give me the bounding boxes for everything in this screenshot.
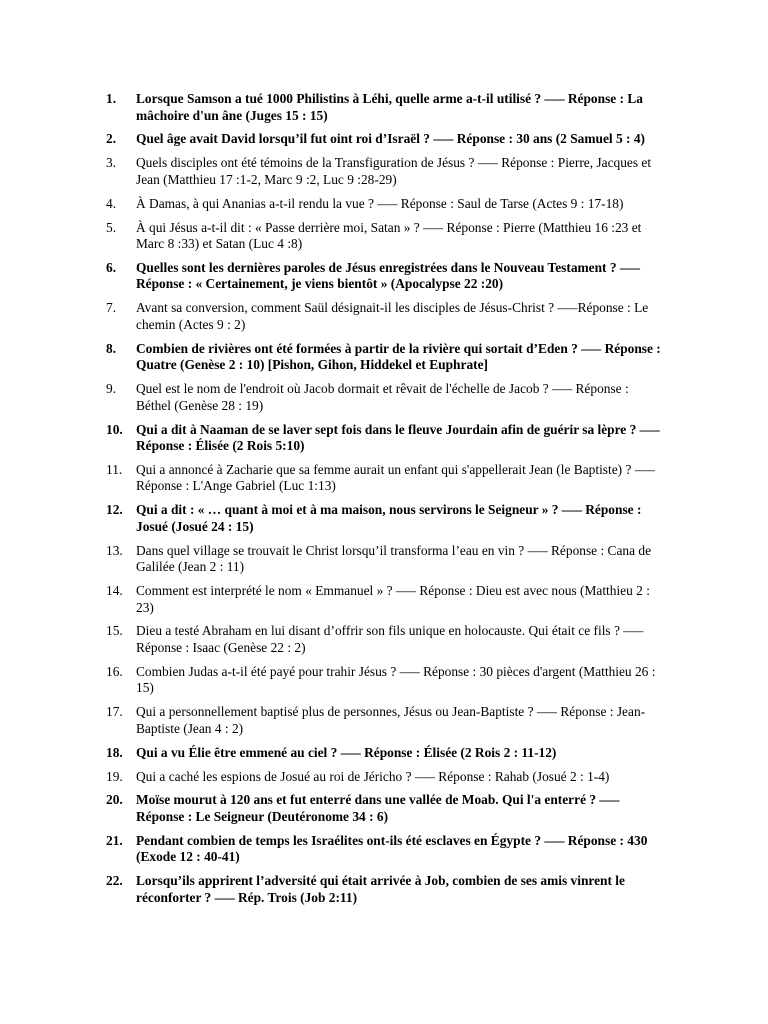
question-text: Quels disciples ont été témoins de la Transfiguration de Jésus ? ––– Réponse : Pierre, Jacques et Jean (Matthieu 17 :1-2, Marc 9 :2, Luc 9 :28-29) <box>136 155 652 187</box>
question-item <box>106 502 666 535</box>
question-text: Dans quel village se trouvait le Christ lorsqu’il transforma l’eau en vin ? ––– Réponse : Cana de Galilée (Jean 2 : 11) <box>136 542 652 575</box>
question-text: Lorsque Samson a tué 1000 Philistins à Léhi, quelle arme a-t-il utilisé ? ––– Réponse : La mâchoire d'un âne (Juges 15 : 15) <box>136 91 644 123</box>
question-text: Quelles sont les dernières paroles de Jésus enregistrées dans le Nouveau Testament ? ––– Réponse : « Certainement, je viens bientôt » (Apocalypse 22 :20) <box>136 259 640 292</box>
question-number: 21. <box>106 832 123 848</box>
question-item <box>106 91 666 124</box>
question-text: Quel âge avait David lorsqu’il fut oint roi d’Israël ? ––– Réponse : 30 ans (2 Samuel 5 : 4) <box>136 131 645 147</box>
question-text: Qui a personnellement baptisé plus de personnes, Jésus ou Jean-Baptiste ? ––– Réponse : Jean-Baptiste (Jean 4 : 2) <box>136 704 646 736</box>
question-item <box>106 260 666 293</box>
question-text: Avant sa conversion, comment Saül désignait-il les disciples de Jésus-Christ ? –––Réponse : Le chemin (Actes 9 : 2) <box>136 300 649 332</box>
question-item <box>106 131 666 148</box>
question-item <box>106 833 666 866</box>
question-item <box>106 381 666 414</box>
question-number: 7. <box>106 300 117 316</box>
question-text: Combien de rivières ont été formées à partir de la rivière qui sortait d’Eden ? ––– Réponse : Quatre (Genèse 2 : 10) [Pishon, Gihon, Hiddekel et Euphrate] <box>136 340 661 373</box>
question-text: Quel est le nom de l'endroit où Jacob dormait et rêvait de l'échelle de Jacob ? ––– Réponse : Béthel (Genèse 28 : 19) <box>136 381 629 413</box>
question-text: Qui a caché les espions de Josué au roi de Jéricho ? ––– Réponse : Rahab (Josué 2 : 1-4) <box>136 768 610 784</box>
question-item <box>106 704 666 737</box>
question-number: 14. <box>106 583 123 599</box>
question-list <box>106 91 666 914</box>
question-item <box>106 196 666 213</box>
question-text: Dieu a testé Abraham en lui disant d’offrir son fils unique en holocauste. Qui était ce fils ? ––– Réponse : Isaac (Genèse 22 : 2) <box>136 623 644 655</box>
question-number: 15. <box>106 623 123 639</box>
question-text: Qui a dit : « … quant à moi et à ma maison, nous servirons le Seigneur » ? ––– Réponse : Josué (Josué 24 : 15) <box>136 502 642 534</box>
question-number: 16. <box>106 663 123 679</box>
question-number: 4. <box>106 195 117 211</box>
question-text: Qui a dit à Naaman de se laver sept fois dans le fleuve Jourdain afin de guérir sa lèpre ? ––– Réponse : Élisée (2 Rois 5:10) <box>136 421 660 454</box>
question-text: À qui Jésus a-t-il dit : « Passe derrière moi, Satan » ? ––– Réponse : Pierre (Matthieu 16 :23 et Marc 8 :33) et Satan (Luc 4 :8) <box>136 219 642 252</box>
question-item <box>106 873 666 906</box>
question-number: 5. <box>106 219 117 235</box>
question-number: 13. <box>106 542 123 558</box>
question-number: 1. <box>106 91 117 106</box>
question-item <box>106 769 666 786</box>
question-number: 11. <box>106 461 123 477</box>
question-item <box>106 462 666 495</box>
question-item <box>106 155 666 188</box>
question-number: 17. <box>106 704 123 720</box>
question-item <box>106 664 666 697</box>
question-text: Comment est interprété le nom « Emmanuel » ? ––– Réponse : Dieu est avec nous (Matthieu 2 : 23) <box>136 583 650 615</box>
question-text: À Damas, à qui Ananias a-t-il rendu la vue ? ––– Réponse : Saul de Tarse (Actes 9 : 17-18) <box>136 195 624 211</box>
question-number: 3. <box>106 155 117 171</box>
question-item <box>106 422 666 455</box>
question-number: 2. <box>106 131 117 147</box>
question-item <box>106 300 666 333</box>
question-number: 8. <box>106 340 117 356</box>
question-number: 22. <box>106 873 123 889</box>
question-item <box>106 792 666 825</box>
question-text: Qui a annoncé à Zacharie que sa femme aurait un enfant qui s'appellerait Jean (le Baptiste) ? ––– Réponse : L'Ange Gabriel (Luc 1:13) <box>136 461 655 494</box>
question-number: 18. <box>106 744 123 760</box>
question-number: 20. <box>106 792 123 808</box>
question-item <box>106 623 666 656</box>
question-text: Moïse mourut à 120 ans et fut enterré dans une vallée de Moab. Qui l'a enterré ? ––– Réponse : Le Seigneur (Deutéronome 34 : 6) <box>136 792 620 824</box>
question-item <box>106 543 666 576</box>
question-number: 10. <box>106 421 123 437</box>
question-text: Lorsqu’ils apprirent l’adversité qui était arrivée à Job, combien de ses amis vinrent le réconforter ? ––– Rép. Trois (Job 2:11) <box>136 873 625 905</box>
question-number: 9. <box>106 381 117 397</box>
question-item <box>106 220 666 253</box>
question-text: Qui a vu Élie être emmené au ciel ? ––– Réponse : Élisée (2 Rois 2 : 11-12) <box>136 744 557 760</box>
question-number: 6. <box>106 259 117 275</box>
question-text: Pendant combien de temps les Israélites ont-ils été esclaves en Égypte ? ––– Réponse : 430 (Exode 12 : 40-41) <box>136 832 648 865</box>
question-item <box>106 745 666 762</box>
question-number: 12. <box>106 502 123 518</box>
question-text: Combien Judas a-t-il été payé pour trahir Jésus ? ––– Réponse : 30 pièces d'argent (Matthieu 26 : 15) <box>136 663 656 696</box>
question-number: 19. <box>106 768 123 784</box>
question-item <box>106 341 666 374</box>
question-item <box>106 583 666 616</box>
